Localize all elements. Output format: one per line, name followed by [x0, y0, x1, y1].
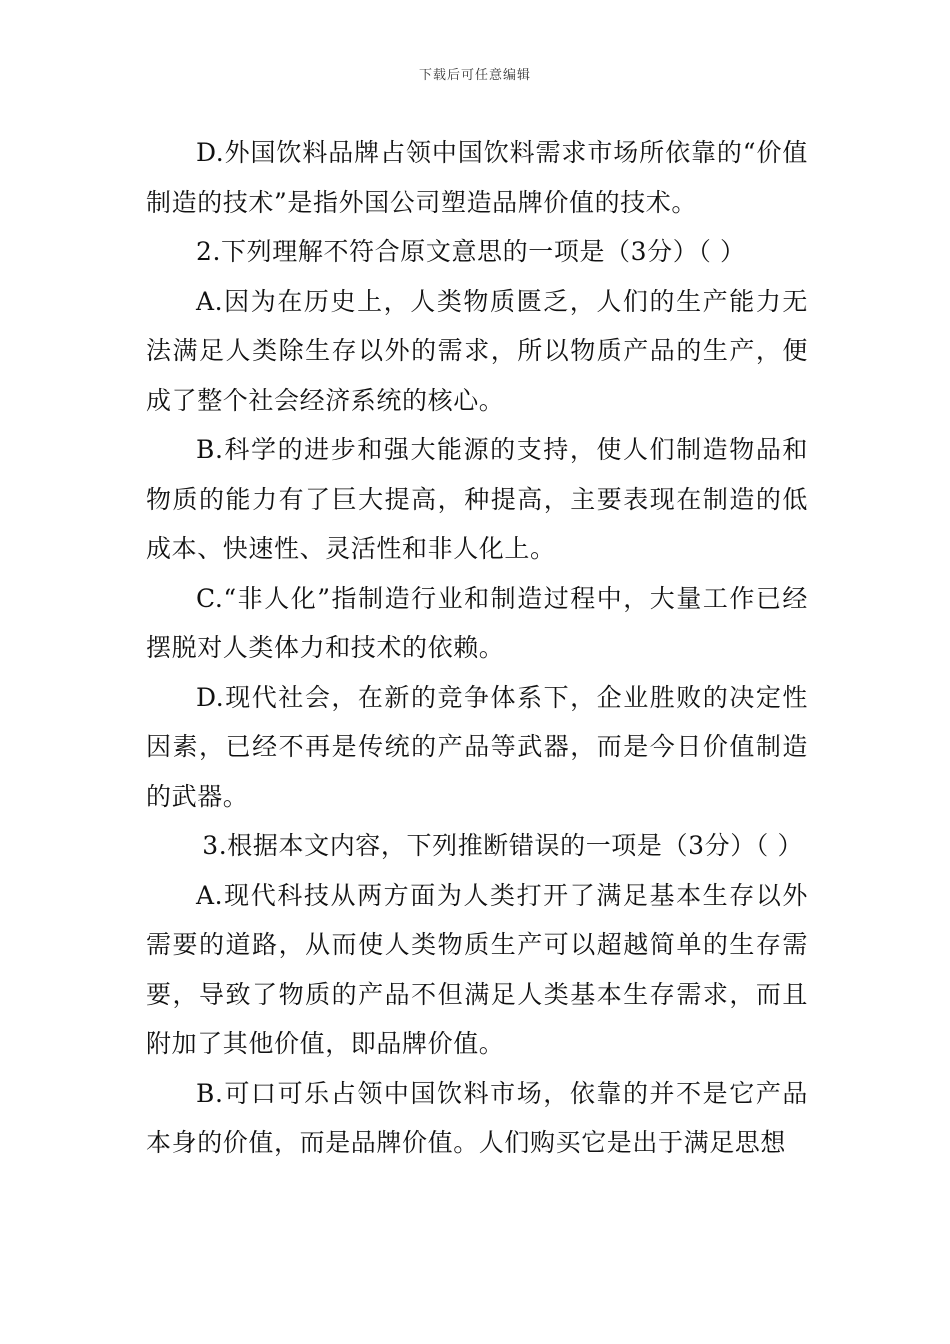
paragraph-option-3a: A.现代科技从两方面为人类打开了满足基本生存以外需要的道路，从而使人类物质生产可以超越简单的生存需要，导致了物质的产品不但满足人类基本生存需求，而且附加了其他价值，即品牌价值。	[146, 880, 808, 1058]
document-body	[146, 128, 808, 1168]
paragraph-option-3b: B.可口可乐占领中国饮料市场，依靠的并不是它产品本身的价值，而是品牌价值。人们购买它是出于满足思想	[146, 1078, 808, 1157]
paragraph-option-2d: D.现代社会，在新的竞争体系下，企业胜败的决定性因素，已经不再是传统的产品等武器，而是今日价值制造的武器。	[146, 682, 808, 811]
paragraph-option-2c: C.“非人化”指制造行业和制造过程中，大量工作已经摆脱对人类体力和技术的依赖。	[146, 583, 808, 662]
paragraph-question-2: 2.下列理解不符合原文意思的一项是（3分）（ ）	[196, 237, 746, 266]
page-header: 下载后可任意编辑	[418, 68, 531, 83]
paragraph-option-1d: D.外国饮料品牌占领中国饮料需求市场所依靠的“价值制造的技术”是指外国公司塑造品牌价值的技术。	[146, 138, 808, 217]
paragraph-question-3: 3.根据本文内容，下列推断错误的一项是（3分）（ ）	[202, 831, 804, 860]
paragraph-option-2b: B.科学的进步和强大能源的支持，使人们制造物品和物质的能力有了巨大提高，种提高，主要表现在制造的低成本、快速性、灵活性和非人化上。	[146, 435, 808, 563]
paragraph-option-2a: A.因为在历史上，人类物质匮乏，人们的生产能力无法满足人类除生存以外的需求，所以物质产品的生产，便成了整个社会经济系统的核心。	[146, 286, 808, 415]
